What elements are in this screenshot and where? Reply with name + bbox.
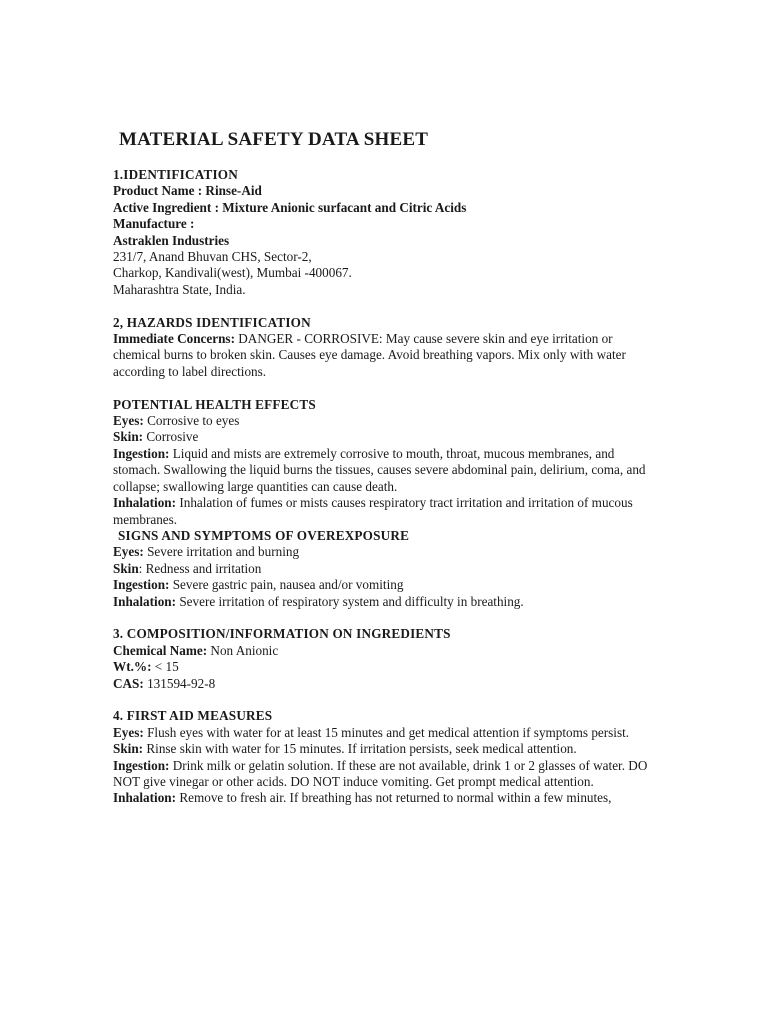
- first-aid-inhalation: [113, 790, 653, 806]
- active-ingredient: Active Ingredient : Mixture Anionic surfacant and Citric Acids: [113, 199, 467, 215]
- address-line: Maharashtra State, India.: [113, 281, 246, 297]
- eyes-label: Eyes:: [113, 544, 144, 560]
- first-aid-ingestion: [113, 758, 653, 791]
- skin-text: Corrosive: [143, 429, 199, 445]
- immediate-concerns-text: DANGER - CORROSIVE: May cause severe skin and eye irritation or chemical burns to broken skin. Causes eye damage. Avoid breathing vapors. Mix only with water according to label directions.: [113, 331, 626, 379]
- skin-label: Skin:: [113, 429, 144, 445]
- eyes-text: Corrosive to eyes: [143, 413, 240, 429]
- skin-label: Skin:: [113, 741, 144, 757]
- health-effects-section: [113, 397, 653, 528]
- ingestion-label: Ingestion:: [113, 577, 170, 593]
- identification-heading: 1.IDENTIFICATION: [113, 167, 238, 182]
- cas-text: 131594-92-8: [143, 675, 216, 691]
- inhalation-text: Severe irritation of respiratory system and difficulty in breathing.: [176, 593, 524, 609]
- eyes-label: Eyes:: [113, 724, 144, 740]
- first-aid-eyes: [113, 725, 653, 741]
- cas-label: CAS:: [113, 675, 144, 691]
- manufacture-label: Manufacture :: [113, 216, 195, 232]
- chemical-name-label: Chemical Name:: [113, 642, 208, 658]
- health-effects-heading: POTENTIAL HEALTH EFFECTS: [113, 396, 316, 412]
- composition-heading: 3. COMPOSITION/INFORMATION ON INGREDIENTS: [113, 626, 451, 642]
- weight-percent-text: < 15: [151, 659, 179, 675]
- msds-page: [113, 126, 653, 807]
- health-eyes: [113, 413, 653, 429]
- inhalation-label: Inhalation:: [113, 593, 177, 609]
- overexposure-skin: [113, 561, 653, 577]
- cas-number: [113, 676, 653, 692]
- eyes-label: Eyes:: [113, 413, 144, 429]
- inhalation-label: Inhalation:: [113, 495, 177, 511]
- identification-section: [113, 167, 653, 298]
- health-inhalation: [113, 495, 653, 528]
- eyes-text: Severe irritation and burning: [143, 544, 300, 560]
- first-aid-heading: 4. FIRST AID MEASURES: [113, 708, 273, 724]
- hazards-heading: 2, HAZARDS IDENTIFICATION: [113, 314, 311, 330]
- ingestion-label: Ingestion:: [113, 757, 170, 773]
- inhalation-text: Remove to fresh air. If breathing has not returned to normal within a few minutes,: [176, 790, 612, 806]
- overexposure-eyes: [113, 544, 653, 560]
- product-name: Product Name : Rinse-Aid: [113, 183, 262, 199]
- skin-text: : Redness and irritation: [138, 560, 262, 576]
- company-name: Astraklen Industries: [113, 232, 230, 248]
- chemical-name: [113, 643, 653, 659]
- chemical-name-text: Non Anionic: [207, 642, 279, 658]
- first-aid-skin: [113, 741, 653, 757]
- overexposure-section: [113, 528, 653, 610]
- ingestion-text: Liquid and mists are extremely corrosive to mouth, throat, mucous membranes, and stomach. Swallowing the liquid burns the tissues, causes severe abdominal pain, delirium, coma, and collapse; swallowing large quantities can cause death.: [113, 445, 646, 494]
- composition-section: [113, 626, 653, 692]
- ingestion-text: Drink milk or gelatin solution. If these are not available, drink 1 or 2 glasses of water. DO NOT give vinegar or other acids. DO NOT induce vomiting. Get prompt medical attention.: [113, 757, 648, 789]
- inhalation-label: Inhalation:: [113, 790, 177, 806]
- document-title: MATERIAL SAFETY DATA SHEET: [119, 129, 429, 150]
- first-aid-section: [113, 708, 653, 806]
- eyes-text: Flush eyes with water for at least 15 minutes and get medical attention if symptoms persist.: [143, 724, 630, 740]
- overexposure-ingestion: [113, 577, 653, 593]
- immediate-concerns-label: Immediate Concerns:: [113, 331, 235, 347]
- hazards-section: [113, 315, 653, 381]
- weight-percent-label: Wt.%:: [113, 659, 152, 675]
- health-skin: [113, 429, 653, 445]
- ingestion-label: Ingestion:: [113, 445, 170, 461]
- immediate-concerns: [113, 331, 653, 380]
- address-line: 231/7, Anand Bhuvan CHS, Sector-2,: [113, 249, 312, 265]
- skin-text: Rinse skin with water for 15 minutes. If irritation persists, seek medical attention.: [143, 741, 577, 757]
- inhalation-text: Inhalation of fumes or mists causes respiratory tract irritation and irritation of mucous membranes.: [113, 495, 633, 527]
- overexposure-heading: SIGNS AND SYMPTOMS OF OVEREXPOSURE: [118, 527, 410, 543]
- weight-percent: [113, 659, 653, 675]
- skin-label: Skin: [113, 560, 139, 576]
- ingestion-text: Severe gastric pain, nausea and/or vomiting: [169, 577, 404, 593]
- health-ingestion: [113, 446, 653, 495]
- overexposure-inhalation: [113, 594, 653, 610]
- address-line: Charkop, Kandivali(west), Mumbai -400067.: [113, 265, 352, 281]
